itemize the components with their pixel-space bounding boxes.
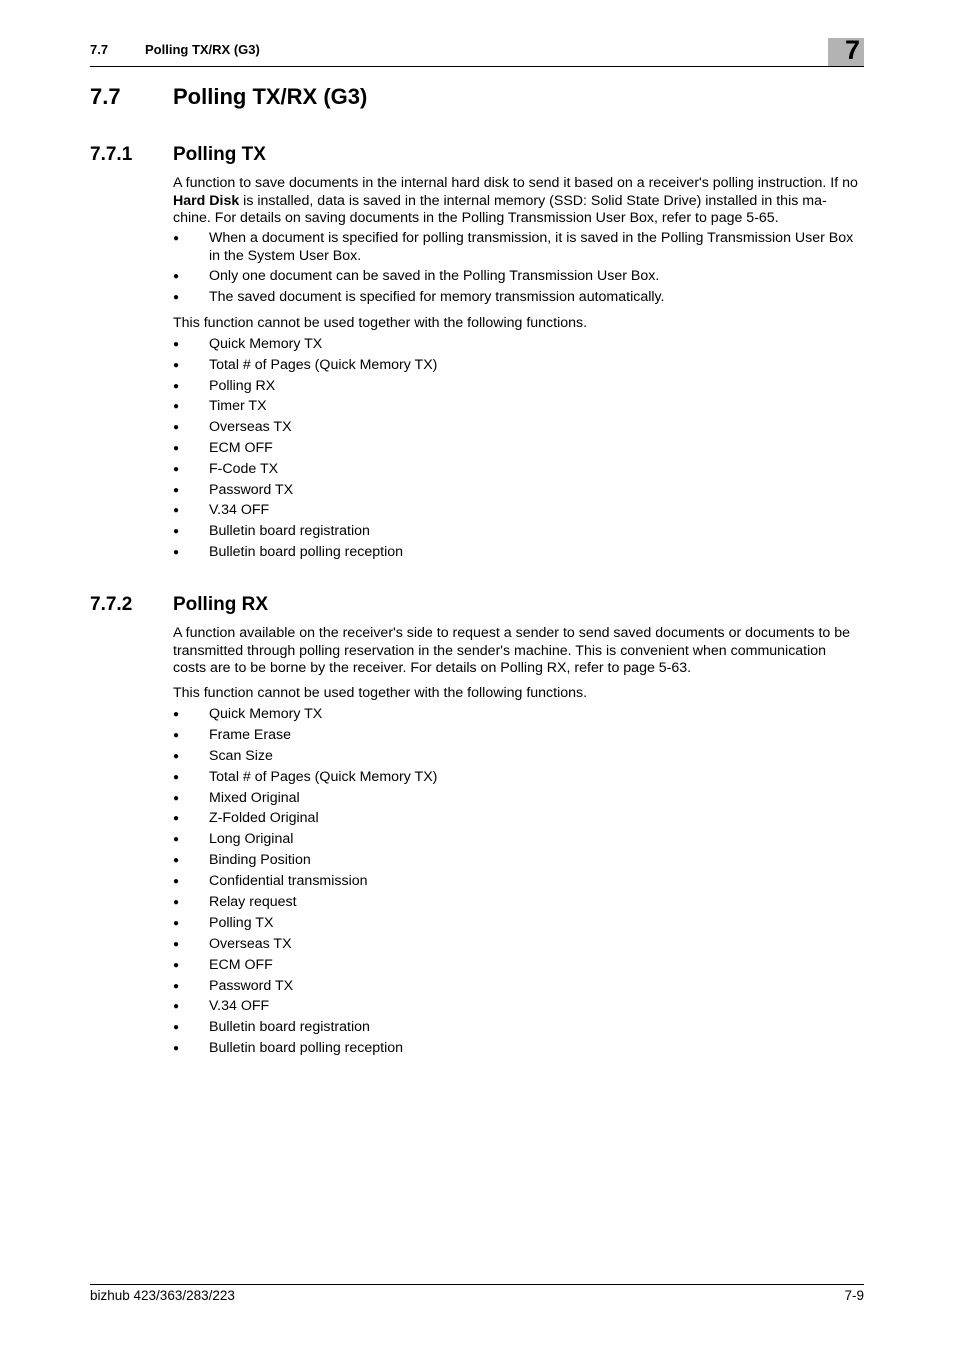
list-item: ● Scan Size bbox=[173, 748, 863, 766]
polling-rx-cannot-use: This function cannot be used together with the following functions. bbox=[173, 685, 588, 701]
incompatible-list bbox=[173, 336, 863, 561]
page-title-number: 7.7 bbox=[90, 84, 121, 109]
section-number: 7.7.1 bbox=[90, 144, 133, 165]
list-item: ● ECM OFF bbox=[173, 957, 863, 975]
list-item: ● Password TX bbox=[173, 482, 863, 500]
list-item: ● Quick Memory TX bbox=[173, 336, 863, 354]
page-footer bbox=[90, 1284, 864, 1303]
list-item: ● Total # of Pages (Quick Memory TX) bbox=[173, 769, 863, 787]
section-heading-polling-tx bbox=[90, 144, 266, 166]
list-item: ● Total # of Pages (Quick Memory TX) bbox=[173, 357, 863, 375]
page-number: 7-9 bbox=[844, 1288, 864, 1303]
list-item: ● The saved document is specified for memory transmission automatically. bbox=[173, 289, 863, 307]
list-item: ● Overseas TX bbox=[173, 419, 863, 437]
list-item: ● Only one document can be saved in the Polling Transmission User Box. bbox=[173, 268, 863, 286]
list-item: ● F-Code TX bbox=[173, 461, 863, 479]
section-heading-polling-rx bbox=[90, 594, 268, 616]
polling-rx-incompatible bbox=[173, 706, 863, 1061]
list-item: ● When a document is specified for polling transmission, it is saved in the Polling Transmission User Box in the System User Box. bbox=[173, 230, 863, 265]
hard-disk-term: Hard Disk bbox=[173, 192, 240, 209]
list-item: ● Mixed Original bbox=[173, 790, 863, 808]
header-section-number: 7.7 bbox=[90, 42, 109, 57]
list-item: ● Confidential transmission bbox=[173, 873, 863, 891]
list-item: ● Bulletin board polling reception bbox=[173, 544, 863, 562]
list-item: ● Long Original bbox=[173, 831, 863, 849]
list-item: ● Frame Erase bbox=[173, 727, 863, 745]
list-item: ● V.34 OFF bbox=[173, 502, 863, 520]
list-item: ● Binding Position bbox=[173, 852, 863, 870]
list-item: ● Polling RX bbox=[173, 378, 863, 396]
chapter-number: 7 bbox=[844, 35, 860, 65]
incompatible-list bbox=[173, 706, 863, 1058]
list-item: ● V.34 OFF bbox=[173, 998, 863, 1016]
polling-tx-notes bbox=[173, 230, 863, 310]
product-name: bizhub 423/363/283/223 bbox=[90, 1288, 235, 1303]
running-header bbox=[90, 35, 864, 67]
list-item: ● Z-Folded Original bbox=[173, 810, 863, 828]
list-item: ● Timer TX bbox=[173, 398, 863, 416]
list-item: ● Bulletin board registration bbox=[173, 1019, 863, 1037]
notes-list bbox=[173, 230, 863, 307]
list-item: ● Bulletin board registration bbox=[173, 523, 863, 541]
page-title-text: Polling TX/RX (G3) bbox=[173, 84, 368, 109]
polling-tx-incompatible bbox=[173, 336, 863, 565]
list-item: ● Polling TX bbox=[173, 915, 863, 933]
list-item: ● Relay request bbox=[173, 894, 863, 912]
list-item: ● Overseas TX bbox=[173, 936, 863, 954]
section-title: Polling RX bbox=[173, 594, 268, 615]
page-title bbox=[90, 84, 367, 110]
header-section-title: Polling TX/RX (G3) bbox=[145, 42, 260, 57]
list-item: ● Quick Memory TX bbox=[173, 706, 863, 724]
polling-tx-intro: A function to save documents in the internal hard disk to send it based on a receiver's polling instruction. If no Hard Disk is installed, data is saved in the internal memory (SSD: Solid State Drive) installed in this ma-chine. For details on saving documents in the Polling Transmission User Box, refer to page 5-65. bbox=[173, 175, 858, 226]
section-number: 7.7.2 bbox=[90, 594, 133, 615]
polling-tx-cannot-use: This function cannot be used together with the following functions. bbox=[173, 315, 588, 331]
list-item: ● ECM OFF bbox=[173, 440, 863, 458]
section-title: Polling TX bbox=[173, 144, 266, 165]
list-item: ● Password TX bbox=[173, 978, 863, 996]
polling-rx-intro: A function available on the receiver's side to request a sender to send saved documents or documents to be transmitted through polling reservation in the sender's machine. This is convenient when communication costs are to be borne by the receiver. For details on Polling RX, refer to page 5-63. bbox=[173, 625, 851, 676]
list-item: ● Bulletin board polling reception bbox=[173, 1040, 863, 1058]
chapter-tab bbox=[828, 35, 864, 66]
